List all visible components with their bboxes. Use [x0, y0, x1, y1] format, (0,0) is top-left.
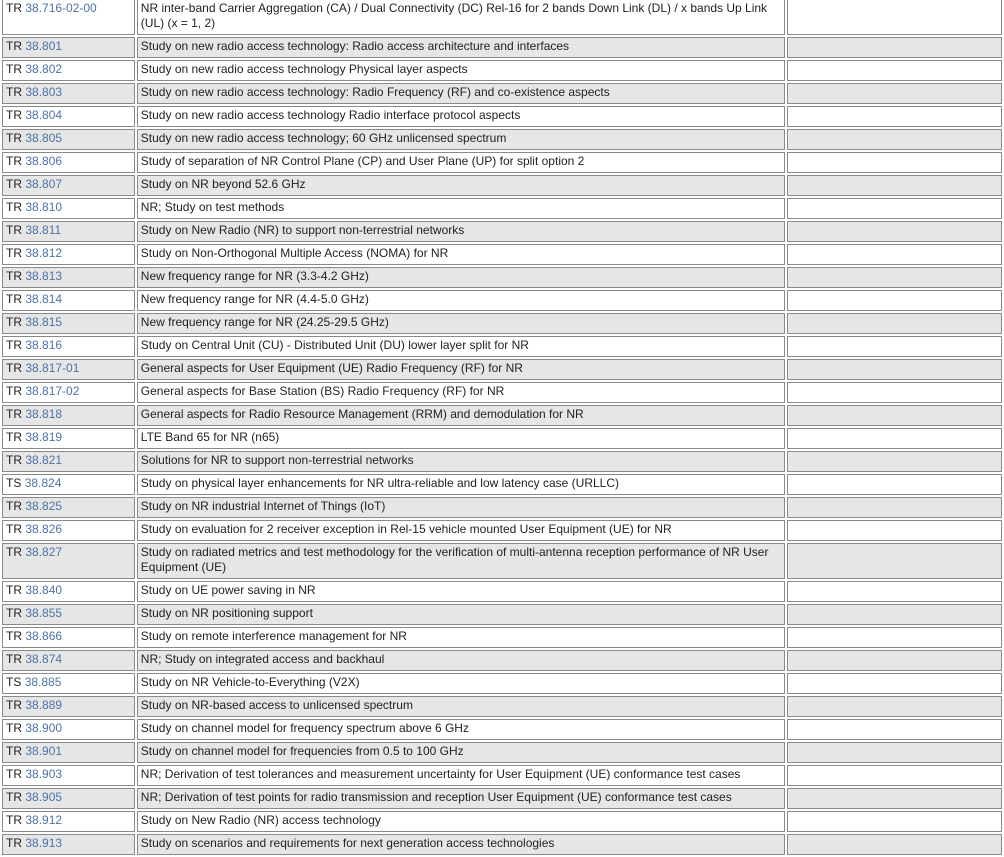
spec-extra-cell [787, 382, 1002, 403]
spec-id-cell [2, 543, 135, 579]
spec-id-cell [2, 497, 135, 518]
spec-number-link[interactable]: 38.889 [25, 698, 63, 712]
spec-id-cell [2, 313, 135, 334]
table-row [2, 129, 1002, 150]
table-row [2, 497, 1002, 518]
table-row [2, 359, 1002, 380]
spec-id-cell [2, 581, 135, 602]
spec-extra-cell [787, 336, 1002, 357]
spec-id-cell [2, 382, 135, 403]
spec-title-cell: Study on physical layer enhancements for NR ultra-reliable and low latency case (URLLC) [137, 474, 785, 495]
table-row [2, 37, 1002, 58]
table-row [2, 83, 1002, 104]
table-row [2, 696, 1002, 717]
spec-extra-cell [787, 474, 1002, 495]
spec-type: TR [6, 315, 22, 329]
spec-number-link[interactable]: 38.716-02-00 [25, 1, 97, 15]
spec-extra-cell [787, 83, 1002, 104]
spec-title-cell: Study on new radio access technology: Radio access architecture and interfaces [137, 37, 785, 58]
table-row [2, 428, 1002, 449]
spec-title-cell: Study on NR beyond 52.6 GHz [137, 175, 785, 196]
spec-number-link[interactable]: 38.819 [25, 430, 63, 444]
spec-type: TR [6, 430, 22, 444]
table-row [2, 451, 1002, 472]
spec-extra-cell [787, 811, 1002, 832]
spec-type: TR [6, 606, 22, 620]
spec-title-cell: Study on remote interference management for NR [137, 627, 785, 648]
spec-title-cell: Study on Central Unit (CU) - Distributed Unit (DU) lower layer split for NR [137, 336, 785, 357]
spec-extra-cell [787, 627, 1002, 648]
table-row [2, 336, 1002, 357]
spec-extra-cell [787, 543, 1002, 579]
spec-extra-cell [787, 650, 1002, 671]
spec-number-link[interactable]: 38.905 [25, 790, 63, 804]
spec-type: TR [6, 269, 22, 283]
spec-type: TR [6, 108, 22, 122]
spec-title-cell: LTE Band 65 for NR (n65) [137, 428, 785, 449]
spec-type: TR [6, 545, 22, 559]
spec-extra-cell [787, 198, 1002, 219]
spec-type: TR [6, 62, 22, 76]
spec-type: TS [6, 675, 22, 689]
spec-id-cell [2, 627, 135, 648]
table-row [2, 244, 1002, 265]
spec-title-cell: Study on NR positioning support [137, 604, 785, 625]
spec-title-cell: Study on NR-based access to unlicensed spectrum [137, 696, 785, 717]
table-row [2, 543, 1002, 579]
spec-extra-cell [787, 129, 1002, 150]
spec-title-cell: Study on scenarios and requirements for next generation access technologies [137, 834, 785, 855]
spec-title-cell: Study on New Radio (NR) access technology [137, 811, 785, 832]
spec-title-cell: NR; Study on integrated access and backhaul [137, 650, 785, 671]
spec-id-cell [2, 290, 135, 311]
spec-type: TR [6, 292, 22, 306]
spec-type: TR [6, 652, 22, 666]
table-row [2, 627, 1002, 648]
spec-type: TR [6, 131, 22, 145]
table-row [2, 834, 1002, 855]
spec-number-link[interactable]: 38.815 [25, 315, 63, 329]
spec-number-link[interactable]: 38.825 [25, 499, 63, 513]
spec-type: TR [6, 338, 22, 352]
spec-title-cell: Study on NR industrial Internet of Things (IoT) [137, 497, 785, 518]
spec-number-link[interactable]: 38.901 [25, 744, 63, 758]
spec-title-cell: NR inter-band Carrier Aggregation (CA) / Dual Connectivity (DC) Rel-16 for 2 bands Down Link (DL) / x bands Up Link (UL) (x = 1, 2) [137, 0, 785, 35]
table-row [2, 604, 1002, 625]
table-row [2, 581, 1002, 602]
spec-type: TR [6, 1, 22, 15]
spec-id-cell [2, 267, 135, 288]
spec-id-cell [2, 834, 135, 855]
spec-number-link[interactable]: 38.810 [25, 200, 63, 214]
table-row [2, 60, 1002, 81]
spec-title-cell: Study on evaluation for 2 receiver exception in Rel-15 vehicle mounted User Equipment (UE) for NR [137, 520, 785, 541]
table-row [2, 405, 1002, 426]
spec-extra-cell [787, 451, 1002, 472]
spec-extra-cell [787, 788, 1002, 809]
spec-type: TR [6, 200, 22, 214]
table-row [2, 221, 1002, 242]
spec-number-link[interactable]: 38.813 [25, 269, 63, 283]
table-row [2, 650, 1002, 671]
spec-title-cell: Study on channel model for frequency spectrum above 6 GHz [137, 719, 785, 740]
spec-extra-cell [787, 520, 1002, 541]
spec-id-cell [2, 474, 135, 495]
spec-id-cell [2, 129, 135, 150]
spec-number-link[interactable]: 38.802 [25, 62, 63, 76]
spec-type: TR [6, 39, 22, 53]
spec-number-link[interactable]: 38.817-01 [25, 361, 80, 375]
spec-type: TS [6, 476, 22, 490]
spec-extra-cell [787, 244, 1002, 265]
spec-id-cell [2, 451, 135, 472]
spec-id-cell [2, 696, 135, 717]
spec-type: TR [6, 154, 22, 168]
spec-title-cell: General aspects for User Equipment (UE) Radio Frequency (RF) for NR [137, 359, 785, 380]
spec-title-cell: General aspects for Radio Resource Management (RRM) and demodulation for NR [137, 405, 785, 426]
spec-id-cell [2, 221, 135, 242]
spec-number-link[interactable]: 38.840 [25, 583, 63, 597]
spec-number-link[interactable]: 38.803 [25, 85, 63, 99]
table-row [2, 175, 1002, 196]
spec-id-cell [2, 788, 135, 809]
spec-id-cell [2, 604, 135, 625]
spec-title-cell: Study on radiated metrics and test methodology for the verification of multi-antenna reception performance of NR User Equipment (UE) [137, 543, 785, 579]
spec-id-cell [2, 198, 135, 219]
spec-extra-cell [787, 359, 1002, 380]
spec-id-cell [2, 0, 135, 35]
spec-number-link[interactable]: 38.807 [25, 177, 63, 191]
spec-id-cell [2, 811, 135, 832]
spec-title-cell: NR; Derivation of test points for radio transmission and reception User Equipment (UE) conformance test cases [137, 788, 785, 809]
spec-extra-cell [787, 673, 1002, 694]
spec-extra-cell [787, 765, 1002, 786]
spec-type: TR [6, 583, 22, 597]
spec-extra-cell [787, 37, 1002, 58]
table-row [2, 520, 1002, 541]
spec-type: TR [6, 836, 22, 850]
spec-extra-cell [787, 742, 1002, 763]
table-row [2, 788, 1002, 809]
spec-title-cell: Study on new radio access technology; 60 GHz unlicensed spectrum [137, 129, 785, 150]
spec-type: TR [6, 407, 22, 421]
spec-extra-cell [787, 152, 1002, 173]
spec-type: TR [6, 629, 22, 643]
spec-type: TR [6, 85, 22, 99]
spec-title-cell: Study on Non-Orthogonal Multiple Access (NOMA) for NR [137, 244, 785, 265]
spec-id-cell [2, 83, 135, 104]
table-row [2, 313, 1002, 334]
spec-table-body [2, 0, 1002, 855]
spec-extra-cell [787, 604, 1002, 625]
spec-id-cell [2, 520, 135, 541]
spec-type: TR [6, 790, 22, 804]
spec-number-link[interactable]: 38.855 [25, 606, 63, 620]
spec-id-cell [2, 719, 135, 740]
spec-title-cell: General aspects for Base Station (BS) Radio Frequency (RF) for NR [137, 382, 785, 403]
spec-number-link[interactable]: 38.801 [25, 39, 63, 53]
spec-number-link[interactable]: 38.812 [25, 246, 63, 260]
spec-extra-cell [787, 405, 1002, 426]
spec-number-link[interactable]: 38.913 [25, 836, 63, 850]
spec-id-cell [2, 152, 135, 173]
table-row [2, 0, 1002, 35]
spec-title-cell: New frequency range for NR (24.25-29.5 GHz) [137, 313, 785, 334]
spec-type: TR [6, 384, 22, 398]
spec-type: TR [6, 453, 22, 467]
spec-type: TR [6, 177, 22, 191]
spec-title-cell: NR; Study on test methods [137, 198, 785, 219]
spec-number-link[interactable]: 38.874 [25, 652, 63, 666]
spec-id-cell [2, 765, 135, 786]
spec-title-cell: Study on NR Vehicle-to-Everything (V2X) [137, 673, 785, 694]
spec-number-link[interactable]: 38.805 [25, 131, 63, 145]
table-row [2, 719, 1002, 740]
spec-title-cell: Study on new radio access technology Radio interface protocol aspects [137, 106, 785, 127]
table-row [2, 106, 1002, 127]
spec-id-cell [2, 359, 135, 380]
spec-title-cell: Study of separation of NR Control Plane (CP) and User Plane (UP) for split option 2 [137, 152, 785, 173]
table-row [2, 811, 1002, 832]
spec-type: TR [6, 223, 22, 237]
spec-id-cell [2, 244, 135, 265]
spec-number-link[interactable]: 38.903 [25, 767, 63, 781]
spec-extra-cell [787, 719, 1002, 740]
spec-type: TR [6, 698, 22, 712]
spec-id-cell [2, 336, 135, 357]
spec-extra-cell [787, 290, 1002, 311]
spec-number-link[interactable]: 38.821 [25, 453, 63, 467]
spec-extra-cell [787, 428, 1002, 449]
spec-extra-cell [787, 497, 1002, 518]
spec-number-link[interactable]: 38.804 [25, 108, 63, 122]
spec-id-cell [2, 106, 135, 127]
spec-extra-cell [787, 106, 1002, 127]
spec-number-link[interactable]: 38.806 [25, 154, 63, 168]
spec-extra-cell [787, 581, 1002, 602]
table-row [2, 290, 1002, 311]
spec-number-link[interactable]: 38.827 [25, 545, 63, 559]
spec-extra-cell [787, 0, 1002, 35]
table-row [2, 267, 1002, 288]
spec-title-cell: Study on new radio access technology Physical layer aspects [137, 60, 785, 81]
spec-id-cell [2, 60, 135, 81]
spec-id-cell [2, 650, 135, 671]
spec-id-cell [2, 405, 135, 426]
spec-id-cell [2, 37, 135, 58]
spec-number-link[interactable]: 38.814 [25, 292, 63, 306]
spec-id-cell [2, 428, 135, 449]
spec-extra-cell [787, 696, 1002, 717]
spec-number-link[interactable]: 38.818 [25, 407, 63, 421]
spec-extra-cell [787, 221, 1002, 242]
spec-number-link[interactable]: 38.866 [25, 629, 63, 643]
table-row [2, 474, 1002, 495]
spec-number-link[interactable]: 38.885 [24, 675, 62, 689]
spec-title-cell: NR; Derivation of test tolerances and measurement uncertainty for User Equipment (UE) conformance test cases [137, 765, 785, 786]
spec-number-link[interactable]: 38.811 [25, 223, 62, 237]
spec-number-link[interactable]: 38.817-02 [25, 384, 80, 398]
spec-extra-cell [787, 175, 1002, 196]
spec-type: TR [6, 499, 22, 513]
table-row [2, 198, 1002, 219]
spec-extra-cell [787, 313, 1002, 334]
spec-type: TR [6, 744, 22, 758]
spec-type: TR [6, 246, 22, 260]
spec-extra-cell [787, 60, 1002, 81]
spec-title-cell: Study on New Radio (NR) to support non-terrestrial networks [137, 221, 785, 242]
spec-type: TR [6, 721, 22, 735]
table-row [2, 742, 1002, 763]
spec-title-cell: Solutions for NR to support non-terrestrial networks [137, 451, 785, 472]
spec-title-cell: New frequency range for NR (3.3-4.2 GHz) [137, 267, 785, 288]
spec-type: TR [6, 361, 22, 375]
table-row [2, 382, 1002, 403]
table-row [2, 152, 1002, 173]
spec-id-cell [2, 742, 135, 763]
spec-title-cell: Study on UE power saving in NR [137, 581, 785, 602]
table-row [2, 765, 1002, 786]
spec-title-cell: New frequency range for NR (4.4-5.0 GHz) [137, 290, 785, 311]
spec-extra-cell [787, 267, 1002, 288]
spec-title-cell: Study on channel model for frequencies from 0.5 to 100 GHz [137, 742, 785, 763]
table-row [2, 673, 1002, 694]
spec-number-link[interactable]: 38.824 [24, 476, 62, 490]
spec-number-link[interactable]: 38.816 [25, 338, 63, 352]
spec-type: TR [6, 522, 22, 536]
spec-title-cell: Study on new radio access technology: Radio Frequency (RF) and co-existence aspects [137, 83, 785, 104]
spec-type: TR [6, 767, 22, 781]
spec-number-link[interactable]: 38.826 [25, 522, 63, 536]
spec-id-cell [2, 673, 135, 694]
spec-type: TR [6, 813, 22, 827]
spec-id-cell [2, 175, 135, 196]
spec-extra-cell [787, 834, 1002, 855]
spec-number-link[interactable]: 38.900 [25, 721, 63, 735]
spec-number-link[interactable]: 38.912 [25, 813, 63, 827]
